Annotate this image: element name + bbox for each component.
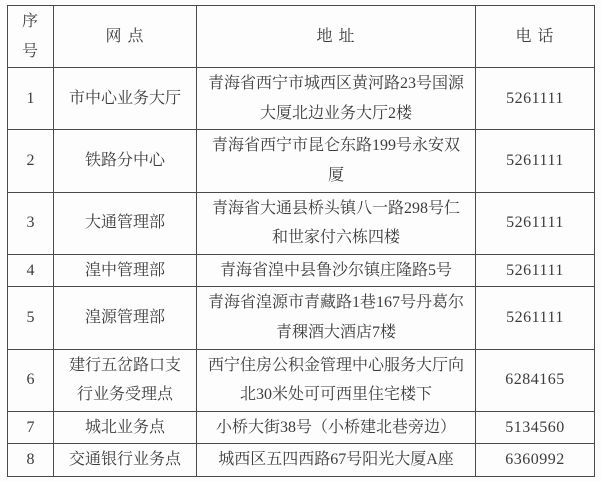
row-phone: 5261111: [476, 287, 595, 349]
row-phone: 5261111: [476, 192, 595, 254]
table-row: [8, 130, 595, 192]
table-row: [8, 254, 595, 287]
row-address: 城西区五四西路67号阳光大厦A座: [197, 444, 476, 477]
header-branch: 网 点: [54, 6, 197, 68]
row-branch: 大通管理部: [54, 192, 197, 254]
row-address: 青海省西宁市昆仑东路199号永安双厦: [197, 130, 476, 192]
table-row: [8, 192, 595, 254]
row-branch: 市中心业务大厅: [54, 68, 197, 130]
branch-listing-table: [7, 5, 595, 477]
row-branch: 湟中管理部: [54, 254, 197, 287]
row-phone: 5134560: [476, 411, 595, 444]
table-row: [8, 411, 595, 444]
table-row: [8, 349, 595, 411]
row-num: 3: [8, 192, 54, 254]
row-phone: 6284165: [476, 349, 595, 411]
header-phone: 电 话: [476, 6, 595, 68]
row-num: 5: [8, 287, 54, 349]
row-num: 1: [8, 68, 54, 130]
row-phone: 5261111: [476, 68, 595, 130]
row-num: 4: [8, 254, 54, 287]
row-branch: 湟源管理部: [54, 287, 197, 349]
row-num: 6: [8, 349, 54, 411]
row-phone: 6360992: [476, 444, 595, 477]
row-branch: 铁路分中心: [54, 130, 197, 192]
table-row: [8, 68, 595, 130]
row-phone: 5261111: [476, 130, 595, 192]
row-branch: 城北业务点: [54, 411, 197, 444]
row-num: 8: [8, 444, 54, 477]
table-row: [8, 444, 595, 477]
header-num: 序 号: [8, 6, 54, 68]
row-branch: 交通银行业务点: [54, 444, 197, 477]
row-num: 2: [8, 130, 54, 192]
row-address: 小桥大街38号（小桥建北巷旁边）: [197, 411, 476, 444]
row-address: 青海省西宁市城西区黄河路23号国源大厦北边业务大厅2楼: [197, 68, 476, 130]
row-address: 青海省湟源市青藏路1巷167号丹葛尔青稞酒大酒店7楼: [197, 287, 476, 349]
header-address: 地 址: [197, 6, 476, 68]
header-row: [8, 6, 595, 68]
row-num: 7: [8, 411, 54, 444]
row-phone: 5261111: [476, 254, 595, 287]
row-address: 西宁住房公积金管理中心服务大厅向北30米处可可西里住宅楼下: [197, 349, 476, 411]
row-branch: 建行五岔路口支行业务受理点: [54, 349, 197, 411]
table-row: [8, 287, 595, 349]
row-address: 青海省湟中县鲁沙尔镇庄隆路5号: [197, 254, 476, 287]
row-address: 青海省大通县桥头镇八一路298号仁和世家付六栋四楼: [197, 192, 476, 254]
